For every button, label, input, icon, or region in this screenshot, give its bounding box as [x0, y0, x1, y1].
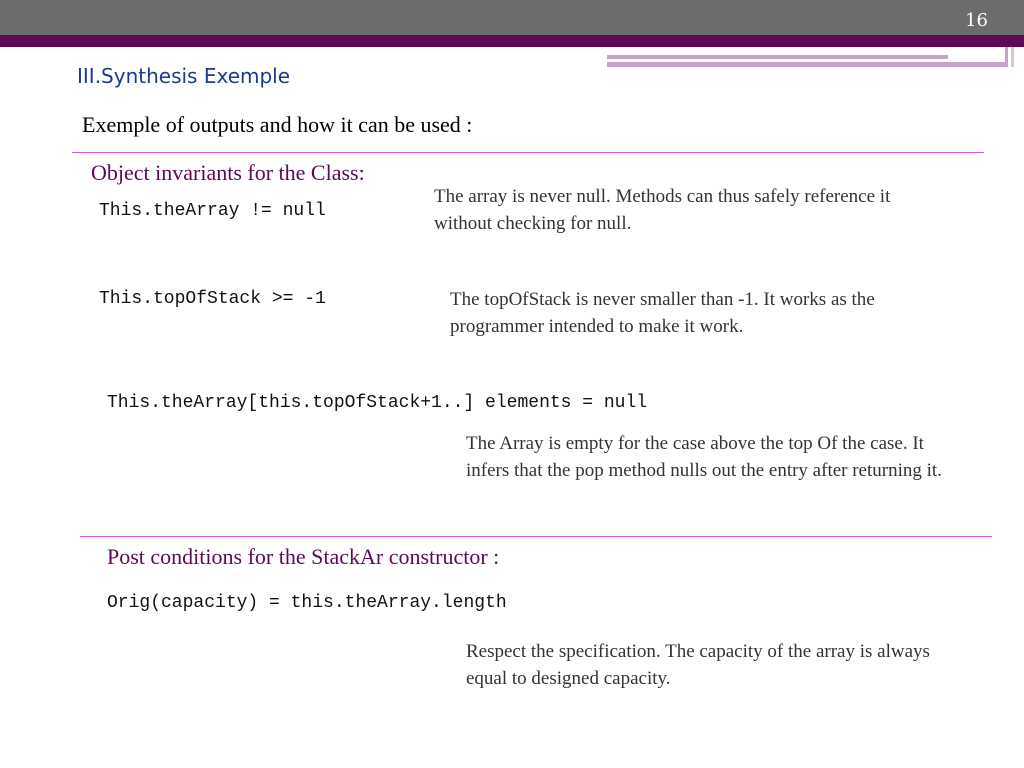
invariants-heading: Object invariants for the Class: [91, 160, 365, 185]
postcondition-note: Respect the specification. The capacity of the array is always equal to designed capacity. [466, 641, 930, 689]
header-decoration [607, 55, 948, 59]
header-bar [0, 0, 1024, 35]
postcondition-code: Orig(capacity) = this.theArray.length [107, 593, 507, 613]
invariant-note: The Array is empty for the case above the top Of the case. It infers that the pop method nulls out the entry after returning it. [466, 433, 942, 481]
invariant-code: This.theArray[this.topOfStack+1..] elements = null [107, 393, 648, 413]
invariant-code: This.theArray != null [99, 201, 326, 221]
invariant-note: The array is never null. Methods can thus safely reference it without checking for null. [434, 186, 891, 234]
header-decoration [607, 62, 1007, 67]
divider [72, 152, 984, 153]
invariant-code: This.topOfStack >= -1 [99, 289, 326, 309]
header-accent-bar [0, 35, 1024, 47]
invariant-note: The topOfStack is never smaller than -1. It works as the programmer intended to make it work. [450, 289, 875, 337]
slide-title: III.Synthesis Exemple [77, 64, 291, 88]
header-decoration [1011, 47, 1014, 67]
postconditions-heading: Post conditions for the StackAr constructor : [107, 544, 500, 569]
slide-subtitle: Exemple of outputs and how it can be used : [82, 112, 473, 137]
slide-number: 16 [965, 10, 988, 31]
divider [80, 536, 992, 537]
header-decoration [1005, 47, 1008, 67]
